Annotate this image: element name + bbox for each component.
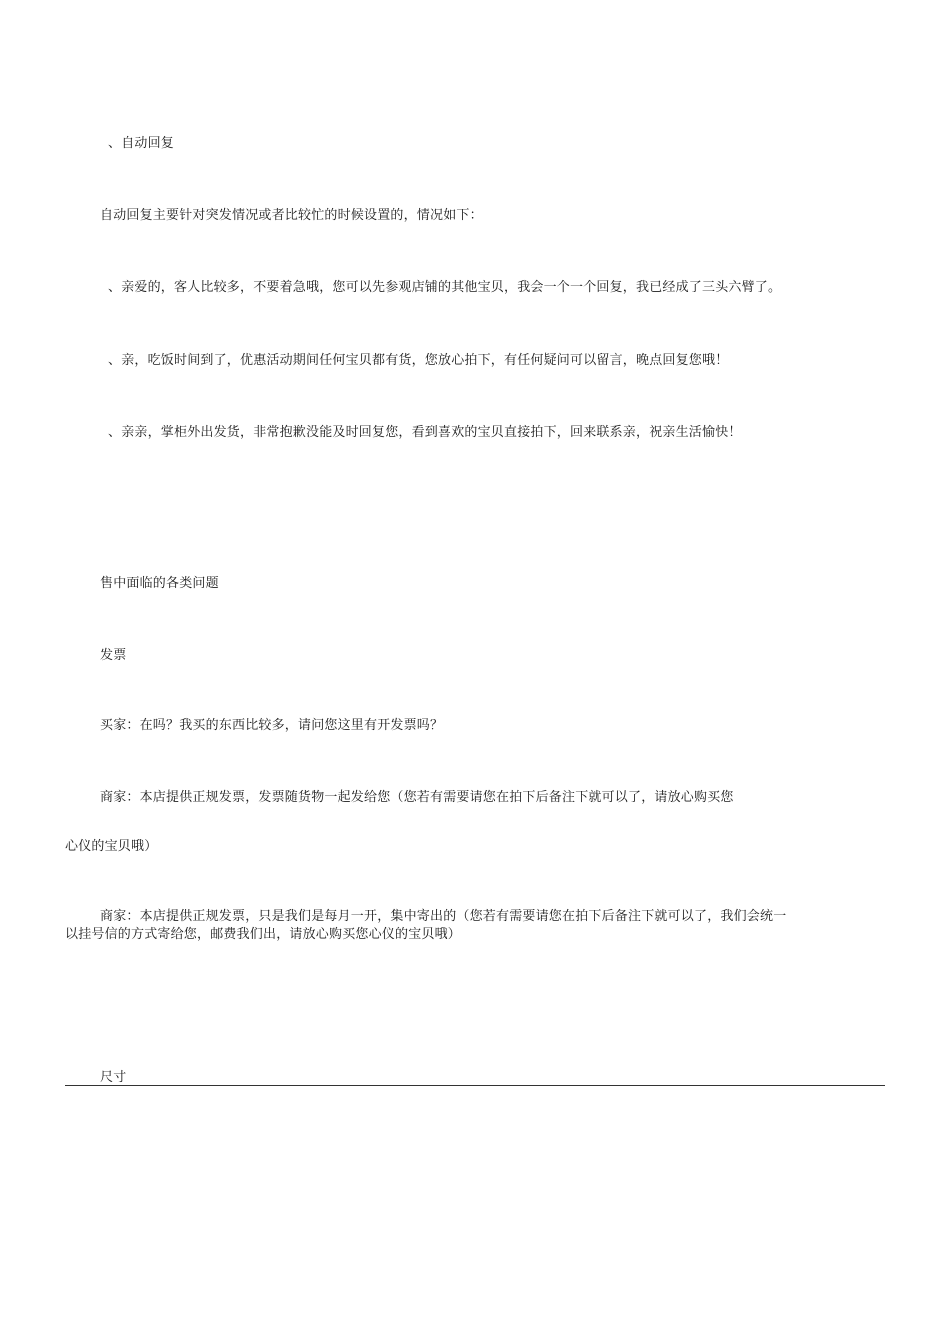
buyer-question: 买家：在吗？我买的东西比较多，请问您这里有开发票吗？ (100, 718, 444, 733)
size-heading: 尺寸 (100, 1070, 127, 1085)
merchant-reply-2-line-1: 商家：本店提供正规发票，只是我们是每月一开，集中寄出的（您若有需要请您在拍下后备注下就可以了，我们会统一 (100, 909, 787, 924)
auto-reply-heading: 、自动回复 (108, 136, 175, 151)
horizontal-rule (65, 1085, 885, 1086)
merchant-reply-1-line-2: 心仪的宝贝哦） (65, 839, 158, 854)
auto-reply-item-1: 、亲爱的，客人比较多，不要着急哦，您可以先参观店铺的其他宝贝，我会一个一个回复，我已经成了三头六臂了。 (108, 280, 782, 295)
merchant-reply-1-line-1: 商家：本店提供正规发票，发票随货物一起发给您（您若有需要请您在拍下后备注下就可以了，请放心购买您 (100, 790, 734, 805)
auto-reply-intro: 自动回复主要针对突发情况或者比较忙的时候设置的，情况如下： (100, 208, 483, 223)
auto-reply-item-2: 、亲，吃饭时间到了，优惠活动期间任何宝贝都有货，您放心拍下，有任何疑问可以留言，晚点回复您哦！ (108, 353, 729, 368)
merchant-reply-2-line-2: 以挂号信的方式寄给您，邮费我们出，请放心购买您心仪的宝贝哦） (65, 927, 462, 942)
invoice-heading: 发票 (100, 648, 127, 663)
in-sale-heading: 售中面临的各类问题 (100, 576, 219, 591)
auto-reply-item-3: 、亲亲，掌柜外出发货，非常抱歉没能及时回复您，看到喜欢的宝贝直接拍下，回来联系亲，祝亲生活愉快！ (108, 425, 742, 440)
